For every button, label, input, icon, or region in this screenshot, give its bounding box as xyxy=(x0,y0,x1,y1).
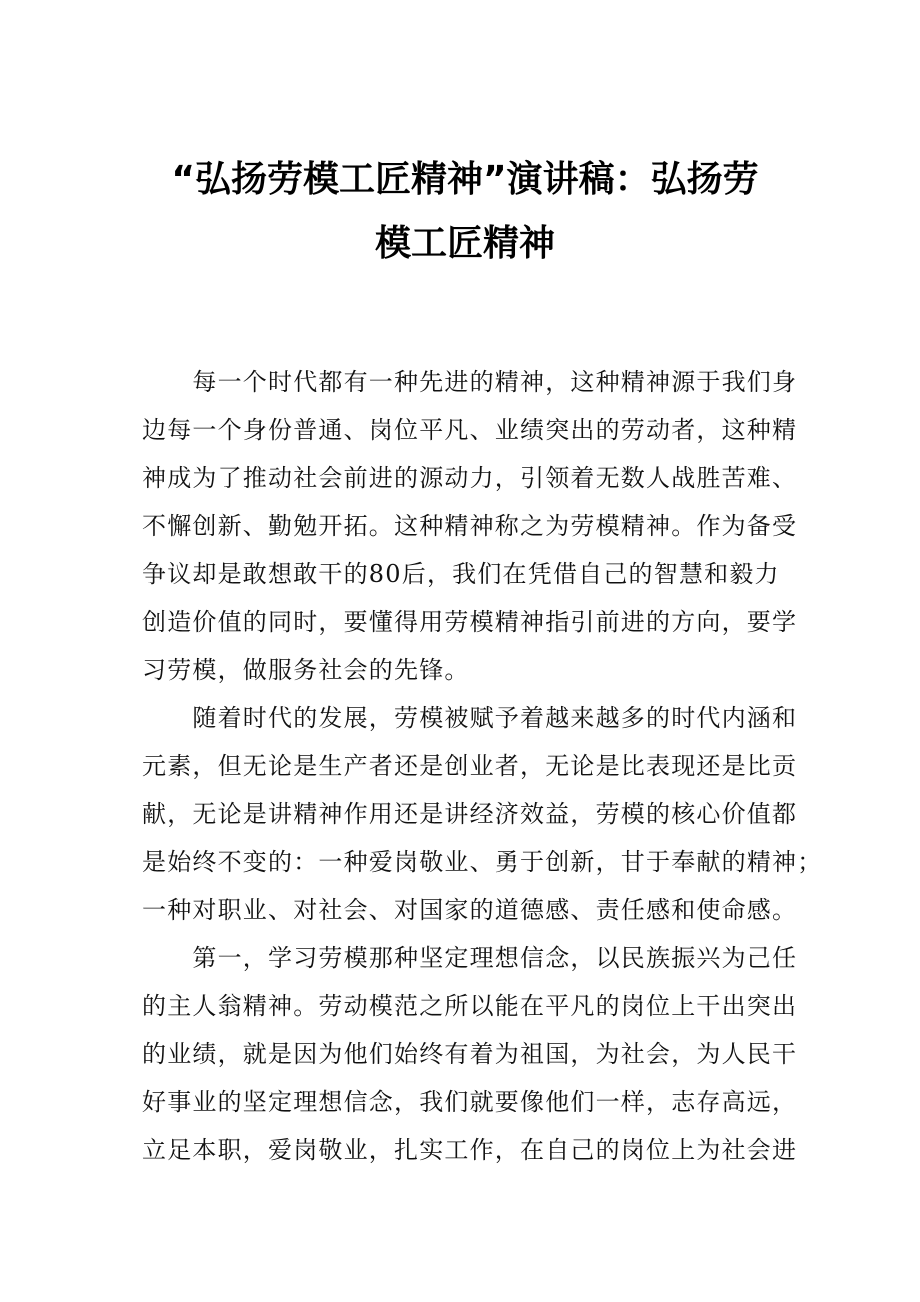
text-line: 的主人翁精神。劳动模范之所以能在平凡的岗位上干出突出 xyxy=(142,992,798,1020)
text-line: 立足本职，爱岗敬业，扎实工作，在自己的岗位上为社会进 xyxy=(142,1136,798,1164)
text-line: 边每一个身份普通、岗位平凡、业绩突出的劳动者，这种精 xyxy=(142,416,798,444)
text-line: 不懈创新、勤勉开拓。这种精神称之为劳模精神。作为备受 xyxy=(142,512,798,540)
text-line: 好事业的坚定理想信念，我们就要像他们一样，志存高远， xyxy=(142,1088,798,1116)
title-line-1: “弘扬劳模工匠精神”演讲稿：弘扬劳 xyxy=(171,159,759,200)
paragraph-2 xyxy=(142,694,823,934)
document-title xyxy=(140,148,790,276)
text-line: 随着时代的发展，劳模被赋予着越来越多的时代内涵和 xyxy=(142,704,798,732)
title-line-2: 模工匠精神 xyxy=(374,223,555,264)
text-line: 是始终不变的：一种爱岗敬业、勇于创新，甘于奉献的精神； xyxy=(142,848,823,876)
text-line: 元素，但无论是生产者还是创业者，无论是比表现还是比贡 xyxy=(142,752,798,780)
text-line: 献，无论是讲精神作用还是讲经济效益，劳模的核心价值都 xyxy=(142,800,798,828)
text-line: 的业绩，就是因为他们始终有着为祖国，为社会，为人民干 xyxy=(142,1040,798,1068)
text-line: 创造价值的同时，要懂得用劳模精神指引前进的方向，要学 xyxy=(142,608,798,636)
text-line: 一种对职业、对社会、对国家的道德感、责任感和使命感。 xyxy=(142,896,798,924)
paragraph-1 xyxy=(142,358,798,694)
text-line: 习劳模，做服务社会的先锋。 xyxy=(142,656,470,684)
text-line: 神成为了推动社会前进的源动力，引领着无数人战胜苦难、 xyxy=(142,464,798,492)
text-line: 每一个时代都有一种先进的精神，这种精神源于我们身 xyxy=(142,368,798,396)
text-line: 第一，学习劳模那种坚定理想信念，以民族振兴为己任 xyxy=(142,944,798,972)
document-body xyxy=(142,358,823,1174)
paragraph-3 xyxy=(142,934,798,1174)
text-line: 争议却是敢想敢干的80后，我们在凭借自己的智慧和毅力 xyxy=(142,560,780,588)
